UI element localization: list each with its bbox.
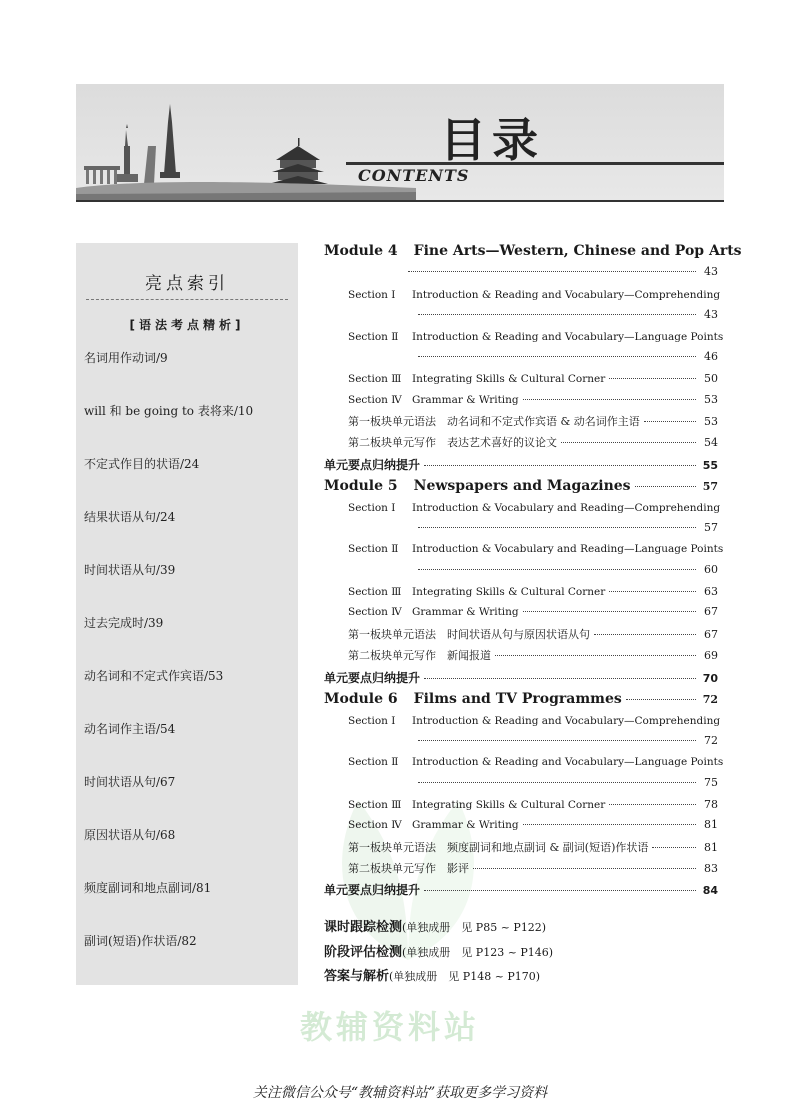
module-label: Module 4 <box>324 243 398 259</box>
toc-module[interactable] <box>324 691 718 707</box>
sidebar-title: 亮点索引 <box>145 274 229 294</box>
page-number: 57 <box>704 521 718 534</box>
page-number: 50 <box>704 372 718 385</box>
extra-note: (单独成册 见 P148 ~ P170) <box>389 970 541 983</box>
toc-subsection[interactable] <box>348 647 718 663</box>
module-name: Fine Arts—Western, Chinese and Pop Arts <box>413 243 742 259</box>
toc-leader <box>414 776 718 789</box>
sidebar-item: 时间状语从句/39 <box>84 563 176 577</box>
section-title: Grammar & Writing <box>412 819 519 831</box>
page-number: 67 <box>704 628 718 641</box>
page-title: 目录 <box>440 113 544 167</box>
section-label: Section Ⅳ <box>348 394 402 406</box>
page-number: 75 <box>704 776 718 789</box>
toc-section[interactable] <box>348 818 718 831</box>
subsection-title: 第一板块单元语法 时间状语从句与原因状语从句 <box>348 628 590 641</box>
module-name: Newspapers and Magazines <box>413 478 631 494</box>
section-title: Grammar & Writing <box>412 606 519 618</box>
page-number: 54 <box>704 436 718 449</box>
extra-note: (单独成册 见 P85 ~ P122) <box>402 921 547 934</box>
sidebar-item: 原因状语从句/68 <box>84 828 176 842</box>
sidebar-item: 副词(短语)作状语/82 <box>84 934 197 948</box>
module-name: Films and TV Programmes <box>413 691 622 707</box>
section-label: Section Ⅳ <box>348 606 402 618</box>
toc-leader <box>414 734 718 747</box>
toc-extra-item[interactable] <box>324 916 546 935</box>
sidebar-item: 名词用作动词/9 <box>84 351 168 365</box>
watermark-text: 教辅资料站 <box>300 1008 481 1046</box>
sidebar-item: 动名词和不定式作宾语/53 <box>84 669 224 683</box>
toc-subsection[interactable] <box>348 413 718 429</box>
section-label: Section Ⅰ <box>348 502 396 514</box>
toc-extra-item[interactable] <box>324 965 540 984</box>
page-number: 72 <box>704 734 718 747</box>
unit-summary-title: 单元要点归纳提升 <box>324 883 421 897</box>
sidebar-item: will 和 be going to 表将来/10 <box>84 404 254 418</box>
module-label: Module 6 <box>324 691 398 707</box>
toc-subsection[interactable] <box>348 434 718 450</box>
section-label: Section Ⅱ <box>348 331 399 343</box>
page-number: 43 <box>704 265 718 278</box>
page-number: 83 <box>704 862 718 875</box>
page-number: 53 <box>704 393 718 406</box>
toc-section[interactable] <box>348 715 720 727</box>
section-label: Section Ⅱ <box>348 543 399 555</box>
toc-extra-item[interactable] <box>324 941 553 960</box>
section-title: Introduction & Reading and Vocabulary—Comprehending <box>412 715 721 727</box>
section-label: Section Ⅲ <box>348 373 402 385</box>
page-number: 70 <box>702 672 718 685</box>
toc-section[interactable] <box>348 502 720 514</box>
toc-unit-summary[interactable] <box>324 456 718 473</box>
footer-note: 关注微信公众号“教辅资料站”获取更多学习资料 <box>252 1085 548 1101</box>
section-label: Section Ⅳ <box>348 819 402 831</box>
section-title: Integrating Skills & Cultural Corner <box>412 799 606 811</box>
toc-leader <box>404 265 718 278</box>
section-title: Introduction & Reading and Vocabulary—Language Points <box>412 331 724 343</box>
toc-section[interactable] <box>348 543 723 555</box>
module-label: Module 5 <box>324 478 398 494</box>
sidebar-item: 频度副词和地点副词/81 <box>84 881 212 895</box>
sidebar-item: 动名词作主语/54 <box>84 722 176 736</box>
toc-leader <box>414 563 718 576</box>
section-title: Grammar & Writing <box>412 394 519 406</box>
toc-section[interactable] <box>348 798 718 811</box>
section-title: Introduction & Vocabulary and Reading—Comprehending <box>412 502 721 514</box>
section-label: Section Ⅲ <box>348 799 402 811</box>
page-number: 67 <box>704 605 718 618</box>
page-number: 55 <box>702 459 718 472</box>
toc-leader <box>414 350 718 363</box>
sidebar-subtitle: [语法考点精析] <box>129 318 245 332</box>
sidebar-item: 结果状语从句/24 <box>84 510 176 524</box>
section-title: Introduction & Vocabulary and Reading—Language Points <box>412 543 724 555</box>
toc-section[interactable] <box>348 393 718 406</box>
extra-title: 阶段评估检测 <box>324 945 403 960</box>
toc-section[interactable] <box>348 585 718 598</box>
toc-subsection[interactable] <box>348 860 718 876</box>
page-number: 57 <box>702 480 718 493</box>
extra-note: (单独成册 见 P123 ~ P146) <box>402 946 554 959</box>
toc-subsection[interactable] <box>348 839 718 855</box>
toc-section[interactable] <box>348 289 720 301</box>
section-title: Integrating Skills & Cultural Corner <box>412 586 606 598</box>
section-label: Section Ⅱ <box>348 756 399 768</box>
toc-module[interactable] <box>324 478 718 494</box>
subsection-title: 第一板块单元语法 动名词和不定式作宾语 & 动名词作主语 <box>348 415 640 428</box>
section-label: Section Ⅰ <box>348 289 396 301</box>
sidebar-item: 不定式作目的状语/24 <box>84 457 200 471</box>
page-number: 81 <box>704 818 718 831</box>
page-number: 78 <box>704 798 718 811</box>
toc-subsection[interactable] <box>348 626 718 642</box>
section-title: Introduction & Reading and Vocabulary—Comprehending <box>412 289 721 301</box>
toc-unit-summary[interactable] <box>324 881 718 898</box>
section-label: Section Ⅰ <box>348 715 396 727</box>
unit-summary-title: 单元要点归纳提升 <box>324 458 421 472</box>
toc-section[interactable] <box>348 605 718 618</box>
toc-section[interactable] <box>348 372 718 385</box>
section-title: Introduction & Reading and Vocabulary—Language Points <box>412 756 724 768</box>
page-number: 43 <box>704 308 718 321</box>
page-number: 69 <box>704 649 718 662</box>
page-number: 53 <box>704 415 718 428</box>
toc-leader <box>414 521 718 534</box>
subsection-title: 第一板块单元语法 频度副词和地点副词 & 副词(短语)作状语 <box>348 841 649 854</box>
toc-module[interactable] <box>324 243 742 259</box>
page-number: 84 <box>702 884 718 897</box>
toc-leader <box>414 308 718 321</box>
section-title: Integrating Skills & Cultural Corner <box>412 373 606 385</box>
page-subtitle: CONTENTS <box>358 166 470 185</box>
page-number: 63 <box>704 585 718 598</box>
subsection-title: 第二板块单元写作 新闻报道 <box>348 649 491 662</box>
page-number: 72 <box>702 693 718 706</box>
subsection-title: 第二板块单元写作 影评 <box>348 862 469 875</box>
unit-summary-title: 单元要点归纳提升 <box>324 671 421 685</box>
page-number: 60 <box>704 563 718 576</box>
section-label: Section Ⅲ <box>348 586 402 598</box>
extra-title: 答案与解析 <box>324 969 390 984</box>
sidebar-item: 过去完成时/39 <box>84 616 164 630</box>
toc-section[interactable] <box>348 756 723 768</box>
toc-unit-summary[interactable] <box>324 669 718 686</box>
toc-section[interactable] <box>348 331 723 343</box>
subsection-title: 第二板块单元写作 表达艺术喜好的议论文 <box>348 436 557 449</box>
page-number: 46 <box>704 350 718 363</box>
extra-title: 课时跟踪检测 <box>324 920 403 935</box>
sidebar-item: 时间状语从句/67 <box>84 775 176 789</box>
page-number: 81 <box>704 841 718 854</box>
